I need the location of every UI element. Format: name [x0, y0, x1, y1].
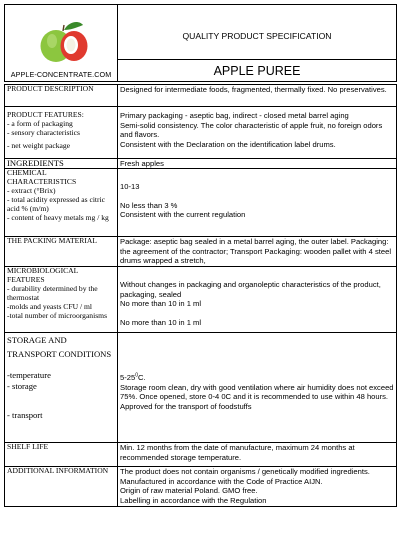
label-ingredients: INGREDIENTS: [5, 159, 118, 169]
value-molds-yeasts: No more than 10 in 1 ml: [120, 299, 202, 309]
temperature-range: 5-25: [120, 373, 136, 382]
row-microbiological-features: [5, 267, 397, 333]
apple-logo-icon: [38, 19, 90, 65]
value-total-microorganisms: No more than 10 in 1 ml: [120, 317, 202, 327]
value-form-of-packaging: Primary packaging - aseptic bag, indirect - closed metal barrel aging: [120, 111, 349, 120]
header-table: [4, 4, 397, 82]
temperature-unit: C.: [137, 373, 146, 382]
row-shelf-life: [5, 443, 397, 467]
label-additional-information: ADDITIONAL INFORMATION: [5, 467, 118, 507]
temperature-degree: 0: [135, 372, 138, 379]
label-product-description: PRODUCT DESCRIPTION: [5, 85, 118, 107]
row-chemical-characteristics: [5, 169, 397, 237]
value-extract: 10-13: [120, 182, 140, 191]
label-storage-transport: STORAGE AND TRANSPORT CONDITIONS: [7, 335, 112, 359]
logo-cell: [5, 5, 118, 82]
row-product-features: [5, 107, 397, 159]
value-sensory-characteristics: Semi-solid consistency. The color characteristic of apple fruit, no foreign odors and flavors.: [120, 120, 383, 140]
label-total-acidity: - total acidity expressed as citric acid % (m/m): [7, 194, 106, 213]
label-extract: - extract (°Brix): [7, 185, 56, 195]
document-type: QUALITY PRODUCT SPECIFICATION: [182, 31, 332, 41]
label-form-of-packaging: - a form of packaging: [7, 118, 73, 128]
label-packing-material: THE PACKING MATERIAL: [5, 237, 118, 267]
value-net-weight: Consistent with the Declaration on the identification label drums.: [120, 139, 336, 149]
label-heavy-metals: - content of heavy metals mg / kg: [7, 212, 109, 222]
row-additional-information: [5, 467, 397, 507]
value-durability: Without changes in packaging and organoleptic characteristics of the product, packaging, sealed: [120, 280, 381, 299]
value-temperature: [120, 373, 394, 383]
label-transport: - transport: [7, 410, 43, 420]
value-labelling: Labelling in accordance with the Regulation: [120, 495, 267, 505]
label-net-weight: - net weight package: [7, 140, 71, 150]
label-microbiological-features: MICROBIOLOGICAL FEATURES: [7, 266, 79, 284]
label-shelf-life: SHELF LIFE: [5, 443, 118, 467]
spec-table: [4, 84, 397, 507]
value-ingredients: Fresh apples: [118, 159, 397, 169]
value-packing-material: Package: aseptic bag sealed in a metal barrel aging, the outer label. Packaging: the agreement of the contractor; Transport Packaging: wooden pallet with 4 steel drums wrapped a stretch,: [118, 237, 397, 267]
value-product-description: Designed for intermediate foods, fragmented, thermally fixed. No preservatives.: [118, 85, 397, 107]
label-chemical-characteristics: CHEMICAL CHARACTERISTICS: [7, 168, 77, 186]
value-origin: Origin of raw material Poland. GMO free.: [120, 486, 258, 496]
value-gmo-statement: The product does not contain organisms / genetically modified ingredients. Manufactured in accordance with the Code of Practice AIJN.: [120, 467, 370, 486]
label-storage: - storage: [7, 381, 37, 391]
value-storage: Storage room clean, dry with good ventilation where air humidity does not exceed 75%. Once opened, store 0-4 0C and it is recommended to use within 48 hours.: [120, 382, 394, 402]
label-total-microorganisms: -total number of microorganisms: [7, 310, 108, 320]
value-heavy-metals: Consistent with the current regulation: [120, 210, 246, 220]
product-title: APPLE PUREE: [213, 63, 301, 78]
label-molds-yeasts: -molds and yeasts CFU / ml: [7, 301, 93, 311]
title-cell: [118, 60, 397, 82]
label-durability: - durability determined by the thermostat: [7, 283, 98, 302]
row-packing-material: [5, 237, 397, 267]
label-temperature: -temperature: [7, 370, 51, 380]
value-total-acidity: No less than 3 %: [120, 200, 178, 210]
value-shelf-life: Min. 12 months from the date of manufacture, maximum 24 months at recommended storage temperature.: [118, 443, 397, 467]
doc-type-cell: [118, 5, 397, 60]
logo-text: APPLE-CONCENTRATE.COM: [10, 70, 112, 79]
specification-sheet: [4, 4, 397, 507]
row-ingredients: [5, 159, 397, 169]
row-storage-transport: [5, 333, 397, 443]
label-product-features: PRODUCT FEATURES:: [7, 110, 84, 119]
value-transport: Approved for the transport of foodstuffs: [120, 401, 252, 411]
row-product-description: [5, 85, 397, 107]
label-sensory-characteristics: - sensory characteristics: [7, 127, 80, 137]
